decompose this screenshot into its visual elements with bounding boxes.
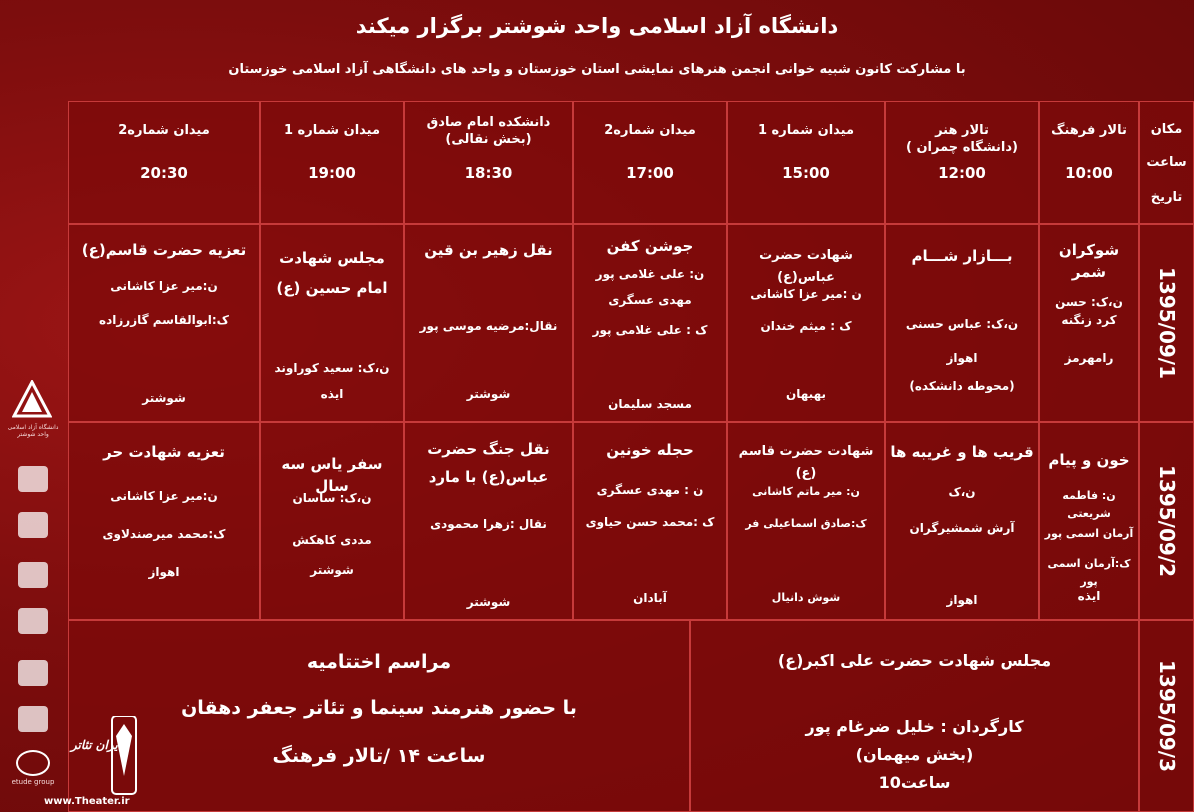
column-header	[727, 101, 885, 224]
event-line: ک : میثم خندان	[760, 319, 852, 333]
event-title: نقل زهیر بن قین	[424, 241, 553, 259]
event-line: آرش شمشیرگران	[909, 521, 1015, 535]
website-link[interactable]: www.Theater.ir	[44, 796, 130, 807]
venue-name: تالار هنر (دانشگاه چمران )	[905, 123, 1018, 155]
event-cell	[404, 422, 573, 620]
venue-name: میدان شماره2	[604, 123, 696, 138]
event-title: سفر یاس سه سال	[281, 455, 383, 495]
venue-time: 18:30	[464, 164, 513, 182]
event-cell	[1039, 224, 1139, 422]
venue-name: میدان شماره 1	[757, 123, 855, 138]
column-header	[260, 101, 404, 224]
event-location: آبادان	[633, 591, 667, 605]
venue-time: 10:00	[1065, 164, 1113, 182]
event-title: خون و پیام	[1048, 451, 1130, 469]
event-title: بـــازار شـــام	[911, 247, 1013, 265]
event-title: حجله خونین	[606, 441, 694, 459]
event-location: مسجد سلیمان	[608, 397, 692, 411]
header-labels-cell	[1139, 101, 1194, 224]
event-line: ساعت10	[878, 773, 951, 792]
venue-time: 17:00	[626, 164, 674, 182]
event-line: کارگردان : خلیل ضرغام پور	[805, 717, 1024, 736]
event-line: با حضور هنرمند سینما و تئاتر جعفر دهقان	[181, 697, 577, 719]
venue-time: 20:30	[140, 164, 188, 182]
event-line: ن،ک	[948, 485, 976, 499]
calligraphy-icon	[18, 608, 48, 634]
event-title: نقل جنگ حضرت عباس(ع) با مارد	[427, 440, 550, 486]
event-line: ن،ک: حسن	[1055, 295, 1123, 309]
site-logo	[72, 716, 138, 796]
event-title: مجلس شهادت حضرت علی اکبر(ع)	[777, 651, 1052, 670]
place-label: مکان	[1150, 122, 1183, 137]
venue-time: 12:00	[938, 164, 986, 182]
event-cell	[260, 224, 404, 422]
venue-name: تالار فرهنگ	[1051, 123, 1127, 138]
event-location: رامهرمز	[1064, 351, 1114, 365]
event-line: ن: فاطمه شریعتی	[1062, 489, 1116, 520]
event-line: نقال:مرضیه موسی پور	[419, 319, 558, 333]
event-line: ساعت ۱۴ /تالار فرهنگ	[272, 745, 486, 767]
event-cell	[68, 422, 260, 620]
event-line: آرمان اسمی پور	[1044, 527, 1134, 540]
event-title: قریب ها و غریبه ها	[890, 443, 1034, 461]
emblem-icon	[18, 512, 48, 538]
event-line: ک:ابوالقاسم گازرزاده	[99, 313, 229, 327]
column-icon	[18, 706, 48, 732]
event-cell	[573, 422, 727, 620]
event-cell	[885, 422, 1039, 620]
event-line: ن،ک: عباس حسنی	[905, 317, 1019, 331]
university-logo	[12, 380, 52, 420]
event-cell-closing-right	[690, 620, 1139, 812]
event-cell	[1039, 422, 1139, 620]
event-line: کرد زنگنه	[1061, 313, 1117, 327]
event-location: شوشتر	[310, 563, 354, 577]
venue-name: میدان شماره2	[118, 123, 210, 138]
event-line: ن: علی غلامی پور	[595, 267, 705, 281]
event-line: اهواز	[946, 351, 978, 365]
event-title: شوکران شمر	[1058, 241, 1120, 281]
date-cell	[1139, 422, 1194, 620]
event-line: نقال :زهرا محمودی	[430, 517, 547, 531]
event-title: مراسم اختتامیه	[306, 651, 452, 673]
date-label: تاریخ	[1150, 190, 1183, 205]
event-location: ایذه	[1077, 589, 1101, 603]
event-line: (بخش میهمان)	[855, 745, 974, 764]
event-line: ن،ک: ساسان	[292, 491, 372, 505]
event-location: اهواز	[148, 565, 180, 579]
event-line: ن : مهدی عسگری	[596, 483, 704, 497]
event-line: ن:میر عزا کاشانی	[110, 279, 218, 293]
logo-sidebar	[0, 370, 66, 812]
date-cell	[1139, 620, 1194, 812]
venue-time: 15:00	[782, 164, 830, 182]
group-icon	[18, 562, 48, 588]
event-line: ن: میر ماتم کاشانی	[752, 485, 860, 498]
event-location: شوشتر	[142, 391, 186, 405]
event-title: جوشن کفن	[606, 237, 694, 255]
page-subtitle: با مشارکت کانون شبیه خوانی انجمن هنرهای نمایشی استان خوزستان و واحد های دانشگاهی آزاد اسلامی خوزستان	[228, 62, 966, 77]
event-location: ایذه	[320, 387, 344, 401]
date-text: 1395/09/1	[1154, 266, 1179, 380]
event-title: تعزیه حضرت قاسم(ع)	[81, 241, 247, 259]
logo-caption: دانشگاه آزاد اسلامی واحد شوشتر	[7, 424, 59, 438]
event-line: ک:محمد میرصندلاوی	[102, 527, 226, 541]
event-line: مددی کاهکش	[292, 533, 372, 547]
event-cell	[260, 422, 404, 620]
hand-icon	[18, 660, 48, 686]
event-line: ک:آرمان اسمی پور	[1047, 557, 1131, 588]
event-line: ک : علی غلامی پور	[592, 323, 708, 337]
event-title: مجلس شهادت امام حسین (ع)	[276, 249, 388, 297]
event-location: بهبهان	[786, 387, 826, 401]
event-cell	[885, 224, 1039, 422]
event-line: ن :میر عزا کاشانی	[750, 287, 862, 301]
event-line: ک :محمد حسن حیاوی	[585, 515, 715, 529]
column-header	[404, 101, 573, 224]
event-location: شوشتر	[466, 595, 511, 609]
event-title: شهادت حضرت قاسم (ع)	[738, 444, 874, 481]
event-location: شوشتر	[466, 387, 511, 401]
event-title: تعزیه شهادت حر	[103, 443, 225, 461]
venue-name: دانشکده امام صادق (بخش نقالی)	[426, 115, 551, 147]
date-cell	[1139, 224, 1194, 422]
page-title: دانشگاه آزاد اسلامی واحد شوشتر برگزار میکند	[355, 14, 839, 38]
site-logo-text: ایران تئاتر	[70, 738, 122, 752]
event-location: اهواز	[946, 593, 978, 607]
event-line: ن:میر عزا کاشانی	[110, 489, 218, 503]
event-cell	[573, 224, 727, 422]
event-cell	[68, 224, 260, 422]
venue-name: میدان شماره 1	[283, 123, 381, 138]
time-label: ساعت	[1146, 155, 1187, 170]
event-line: ک:صادق اسماعیلی فر	[745, 517, 867, 530]
column-header	[885, 101, 1039, 224]
column-header	[573, 101, 727, 224]
etude-caption: etude group	[11, 778, 55, 786]
date-text: 1395/09/3	[1154, 659, 1179, 773]
event-line: مهدی عسگری	[608, 293, 692, 307]
event-location: شوش دانیال	[771, 591, 841, 604]
date-text: 1395/09/2	[1154, 464, 1179, 578]
emblem-icon	[18, 466, 48, 492]
event-title: شهادت حضرت عباس(ع)	[759, 248, 853, 285]
event-location: (محوطه دانشکده)	[909, 379, 1015, 393]
schedule-grid	[68, 101, 1194, 812]
event-cell	[404, 224, 573, 422]
etude-logo	[16, 750, 50, 776]
column-header	[1039, 101, 1139, 224]
event-line: ن،ک: سعید کوراوند	[274, 361, 390, 375]
event-cell-closing-left	[68, 620, 690, 812]
event-cell	[727, 422, 885, 620]
column-header	[68, 101, 260, 224]
header	[0, 0, 1194, 100]
venue-time: 19:00	[308, 164, 356, 182]
event-cell	[727, 224, 885, 422]
